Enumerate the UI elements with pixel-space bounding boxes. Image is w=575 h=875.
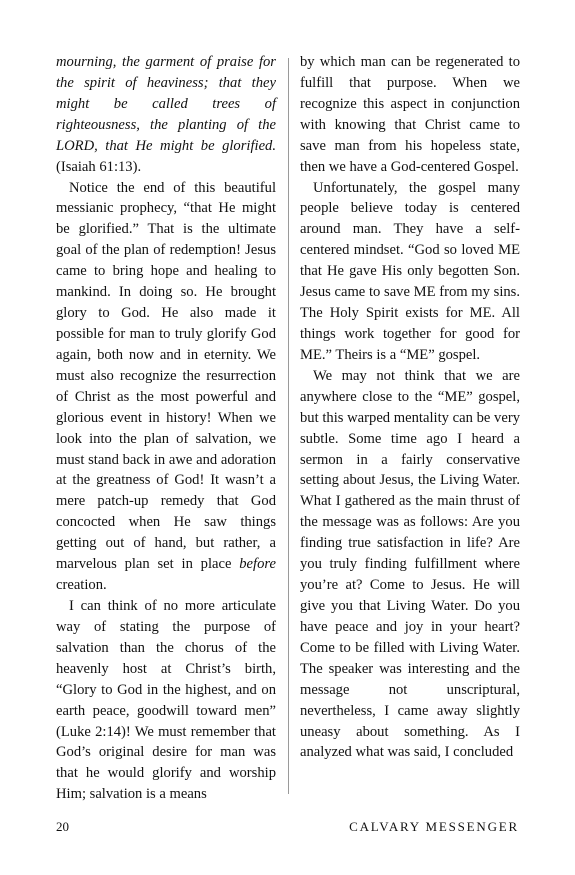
- paragraph-me-gospel: Unfortunately, the gospel many people believe today is centered around man. They have a self-centered mindset. “God so loved ME that He gave His only begotten Son. Jesus came to save ME from my sins. The Holy Spirit exists for ME. All things work together for good for ME.” Theirs is a “ME” gospel.: [300, 179, 520, 363]
- paragraph-quote-continuation: [56, 52, 276, 178]
- paragraph-glorified-text: Notice the end of this beautiful messianic prophecy, “that He might be glorified.” That is the ultimate goal of the plan of redemption! Jesus came to bring hope and healing to mankind. In doing so. He brought glory to God. He also made it possible for man to truly glorify God again, both now and in eternity. We must also recognize the resurrection of Christ as the most powerful and glorious event in history! When we look into the plan of salvation, we must stand back in awe and adoration at the greatness of God! It wasn’t a mere patch-up remedy that God concocted when He saw things getting out of hand, but rather, a marvelous plan set in place: [56, 179, 276, 573]
- right-column: [300, 52, 520, 763]
- publication-title: CALVARY MESSENGER: [349, 819, 519, 834]
- scripture-quote: mourning, the garment of praise for the spirit of heaviness; that they might be called trees of righteousness, the planting of the LORD, that He might be glorified.: [56, 54, 276, 154]
- paragraph-glorified-end: creation.: [56, 577, 107, 594]
- paragraph-regenerated: by which man can be regenerated to fulfill that purpose. When we recognize this aspect in conjunction with knowing that Christ came to save man from his hopeless state, then we have a God-centered Gospel.: [300, 54, 520, 175]
- paragraph-glorified: [56, 178, 276, 596]
- page-number: 20: [56, 819, 69, 834]
- paragraph-purpose-of-salvation: I can think of no more articulate way of stating the purpose of salvation than the chorus of the heavenly host at Christ’s birth, “Glory to God in the highest, and on earth peace, goodwill toward men” (Luke 2:14)! We must remember that God’s original desire for man was that he would glorify and worship Him; salvation is a means: [56, 597, 276, 803]
- paragraph-living-water: We may not think that we are anywhere close to the “ME” gospel, but this warped mentality can be very subtle. Some time ago I heard a sermon in a fairly conservative setting about Jesus, the Living Water. What I gathered as the main thrust of the message was as follows: Are you finding true satisfaction in life? Are you truly finding fulfillment where you’re at? Come to Jesus. He will give you that Living Water. Do you have peace and joy in your heart? Come to be filled with Living Water. The speaker was interesting and the message not unscriptural, nevertheless, I came away slightly uneasy about something. As I analyzed what was said, I concluded: [300, 367, 520, 761]
- scripture-citation: (Isaiah 61:13).: [56, 158, 142, 175]
- emphasis-before: before: [239, 556, 276, 573]
- left-column: [56, 52, 276, 805]
- column-divider: [288, 58, 289, 794]
